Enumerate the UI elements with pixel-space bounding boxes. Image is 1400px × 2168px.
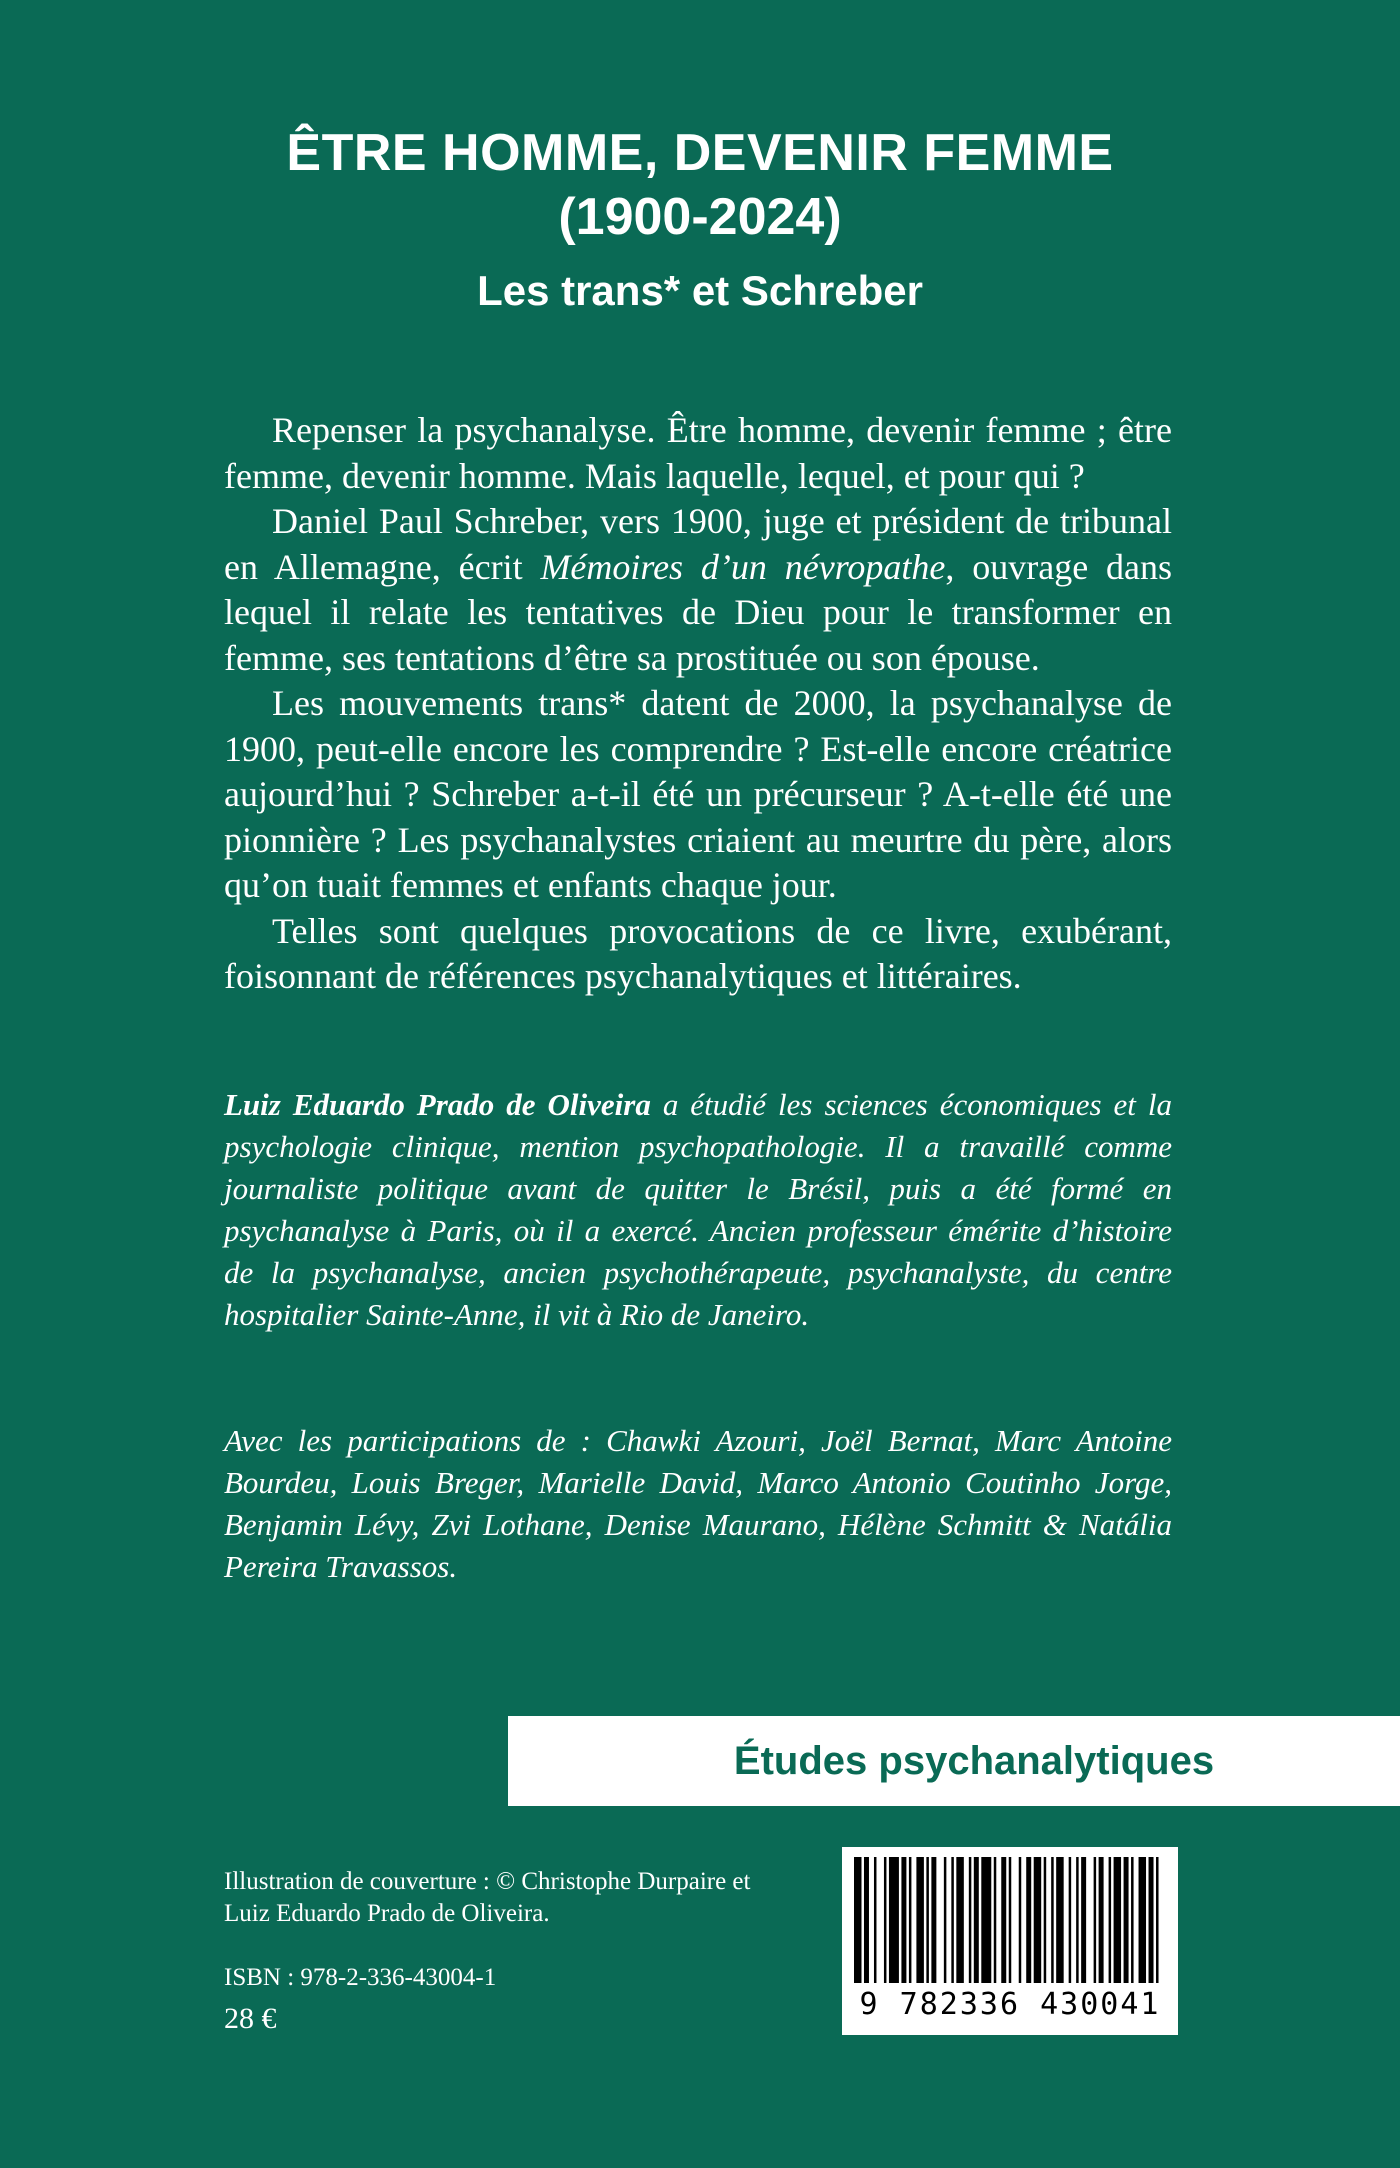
barcode-bar (974, 1857, 979, 1983)
barcode-bar (1156, 1857, 1159, 1983)
barcode-bar (1124, 1857, 1129, 1983)
barcode-bar (1001, 1857, 1006, 1983)
barcode-bar (1019, 1857, 1022, 1983)
illustration-credit: Illustration de couverture : © Christophe Durpaire et Luiz Eduardo Prado de Oliveira. (224, 1868, 751, 1927)
barcode-bar (1044, 1857, 1047, 1983)
blurb-paragraph (224, 499, 1172, 681)
book-subtitle: Les trans* et Schreber (477, 267, 923, 314)
barcode-bar (926, 1857, 929, 1983)
contributors-text: Avec les participations de : Chawki Azouri, Joël Bernat, Marc Antoine Bourdeu, Louis Breger, Marielle David, Marco Antonio Coutinho Jorge, Benjamin Lévy, Zvi Lothane, Denise Maurano, Hélène Schmitt & Natália Pereira Travassos. (224, 1423, 1172, 1584)
barcode-bar (994, 1857, 997, 1983)
price: 28 € (224, 2002, 277, 2035)
blurb-paragraph: Telles sont quelques provocations de ce livre, exubérant, foisonnant de références psychanalytiques et littéraires. (224, 910, 1172, 996)
barcode (842, 1847, 1178, 2035)
book-reference: Mémoires d’un névropathe (540, 546, 946, 587)
barcode-bar (1051, 1857, 1054, 1983)
book-title: ÊTRE HOMME, DEVENIR FEMME (286, 124, 1114, 182)
barcode-bar (1139, 1857, 1146, 1983)
barcode-bar (1099, 1857, 1104, 1983)
barcode-bars (852, 1857, 1168, 1985)
author-name: Luiz Eduardo Prado de Oliveira (224, 1087, 651, 1122)
blurb-paragraph: Repenser la psychanalyse. Être homme, devenir femme ; être femme, devenir homme. Mais laquelle, lequel, et pour qui ? (224, 410, 1172, 496)
blurb-text: Daniel Paul Schreber, vers 1900, juge et président de tribunal en Allemagne, écrit (224, 501, 1172, 587)
blurb (224, 408, 1172, 1000)
isbn: ISBN : 978-2-336-43004-1 (224, 1964, 497, 1991)
barcode-number: 9 782336 430041 (859, 1987, 1161, 2022)
barcode-bar (944, 1857, 947, 1983)
barcode-bar (854, 1857, 861, 1983)
barcode-bar (909, 1857, 912, 1983)
barcode-bar (951, 1857, 954, 1983)
barcode-bar (956, 1857, 963, 1983)
barcode-bar (969, 1857, 972, 1983)
barcode-bar (1149, 1857, 1154, 1983)
contributors (224, 1420, 1172, 1588)
barcode-bar (916, 1857, 923, 1983)
barcode-bar (864, 1857, 869, 1983)
barcode-bar (1069, 1857, 1072, 1983)
barcode-bar (884, 1857, 887, 1983)
barcode-bar (1076, 1857, 1079, 1983)
barcode-bar (874, 1857, 877, 1983)
series-banner (508, 1716, 1400, 1806)
author-bio (224, 1084, 1172, 1336)
barcode-bar (981, 1857, 991, 1983)
author-bio-text (224, 1084, 1172, 1336)
book-title-years: (1900-2024) (558, 188, 842, 246)
barcode-bar (1034, 1857, 1041, 1983)
barcode-bar (1114, 1857, 1121, 1983)
barcode-bar (1026, 1857, 1031, 1983)
blurb-paragraph: Les mouvements trans* datent de 2000, la psychanalyse de 1900, peut-elle encore les comprendre ? Est-elle encore créatrice aujourd’hui ? Schreber a-t-il été un précurseur ? A-t-elle été une pionnière ? Les psychanalystes criaient au meurtre du père, alors qu’on tuait femmes et enfants chaque jour. (224, 683, 1172, 905)
barcode-bar (1081, 1857, 1086, 1983)
barcode-bar (901, 1857, 906, 1983)
barcode-bar (1109, 1857, 1112, 1983)
barcode-bar (931, 1857, 936, 1983)
bio-text: a étudié les sciences économiques et la psychologie clinique, mention psychopathologie. Il a travaillé comme journaliste politique avant de quitter le Brésil, puis a été formé en psychanalyse à Paris, où il a exercé. Ancien professeur émérite d’histoire de la psychanalyse, ancien psychothérapeute, psychanalyste, du centre hospitalier Sainte-Anne, il vit à Rio de Janeiro. (224, 1087, 1172, 1332)
barcode-bar (889, 1857, 899, 1983)
barcode-bar (1056, 1857, 1063, 1983)
barcode-bar (1094, 1857, 1097, 1983)
barcode-bar (1131, 1857, 1134, 1983)
barcode-bar (1009, 1857, 1012, 1983)
series-name: Études psychanalytiques (733, 1738, 1215, 1783)
blurb-text: , ouvrage dans lequel il relate les tentatives de Dieu pour le transformer en femme, ses tentations d’être sa prostituée ou son épouse. (224, 546, 1173, 678)
